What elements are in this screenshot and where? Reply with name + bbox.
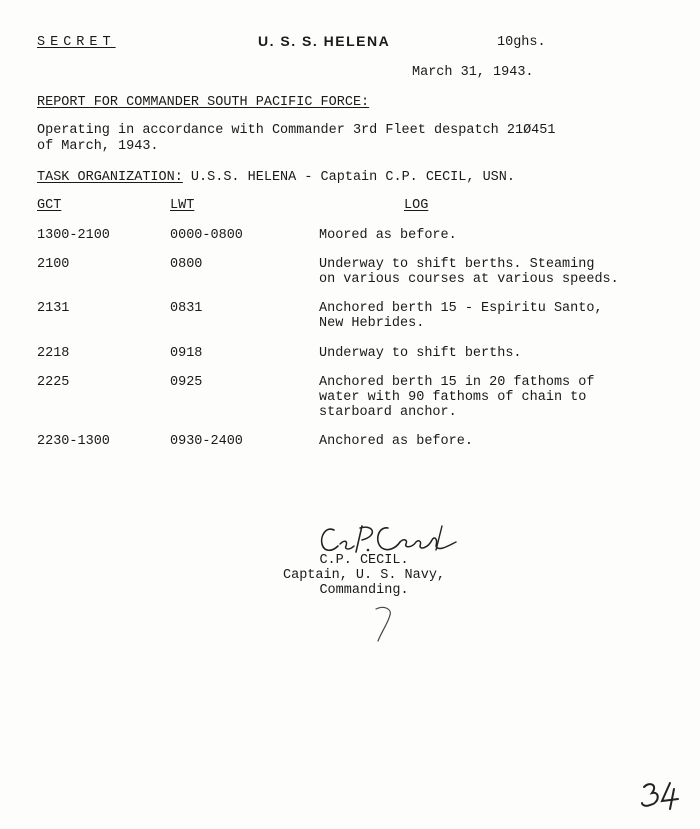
row-gct: 2218 [37,346,70,361]
report-body-line-2: of March, 1943. [37,139,159,154]
ship-title: U. S. S. HELENA [258,33,391,49]
task-organization-text: U.S.S. HELENA - Captain C.P. CECIL, USN. [182,170,515,185]
row-gct: 2225 [37,375,70,390]
row-log: Underway to shift berths. [319,346,522,361]
row-log: Anchored berth 15 in 20 fathoms of water with 90 fathoms of chain to starboard anchor. [319,375,595,420]
signer-role: Commanding. [319,583,409,598]
row-gct: 2100 [37,257,70,272]
row-gct: 2230-1300 [37,434,110,449]
row-log: Moored as before. [319,228,457,243]
row-lwt: 0800 [170,257,203,272]
row-log: Anchored as before. [319,434,473,449]
signer-rank: Captain, U. S. Navy, [283,568,446,583]
row-log: Underway to shift berths. Steaming on various courses at various speeds. [319,257,619,287]
task-organization-label: TASK ORGANIZATION: [37,170,183,185]
column-header-gct: GCT [37,198,62,213]
report-heading: REPORT FOR COMMANDER SOUTH PACIFIC FORCE: [37,95,370,110]
task-organization [37,170,515,185]
row-log: Anchored berth 15 - Espiritu Santo, New Hebrides. [319,301,603,331]
row-lwt: 0000-0800 [170,228,243,243]
row-lwt: 0930-2400 [170,434,243,449]
row-gct: 2131 [37,301,70,316]
signer-name: C.P. CECIL. [319,553,409,568]
row-lwt: 0918 [170,346,203,361]
column-header-lwt: LWT [170,198,195,213]
page-number-handwritten [636,779,684,813]
column-header-log: LOG [404,198,429,213]
signature-block [283,553,445,598]
classification-marking: SECRET [37,35,116,50]
time-reference: 10ghs. [497,35,546,50]
report-body-line-1: Operating in accordance with Commander 3rd Fleet despatch 21Ø451 [37,123,556,138]
report-body [37,123,555,155]
pencil-mark [370,603,400,645]
row-lwt: 0925 [170,375,203,390]
row-gct: 1300-2100 [37,228,110,243]
report-date: March 31, 1943. [412,65,534,80]
row-lwt: 0831 [170,301,203,316]
